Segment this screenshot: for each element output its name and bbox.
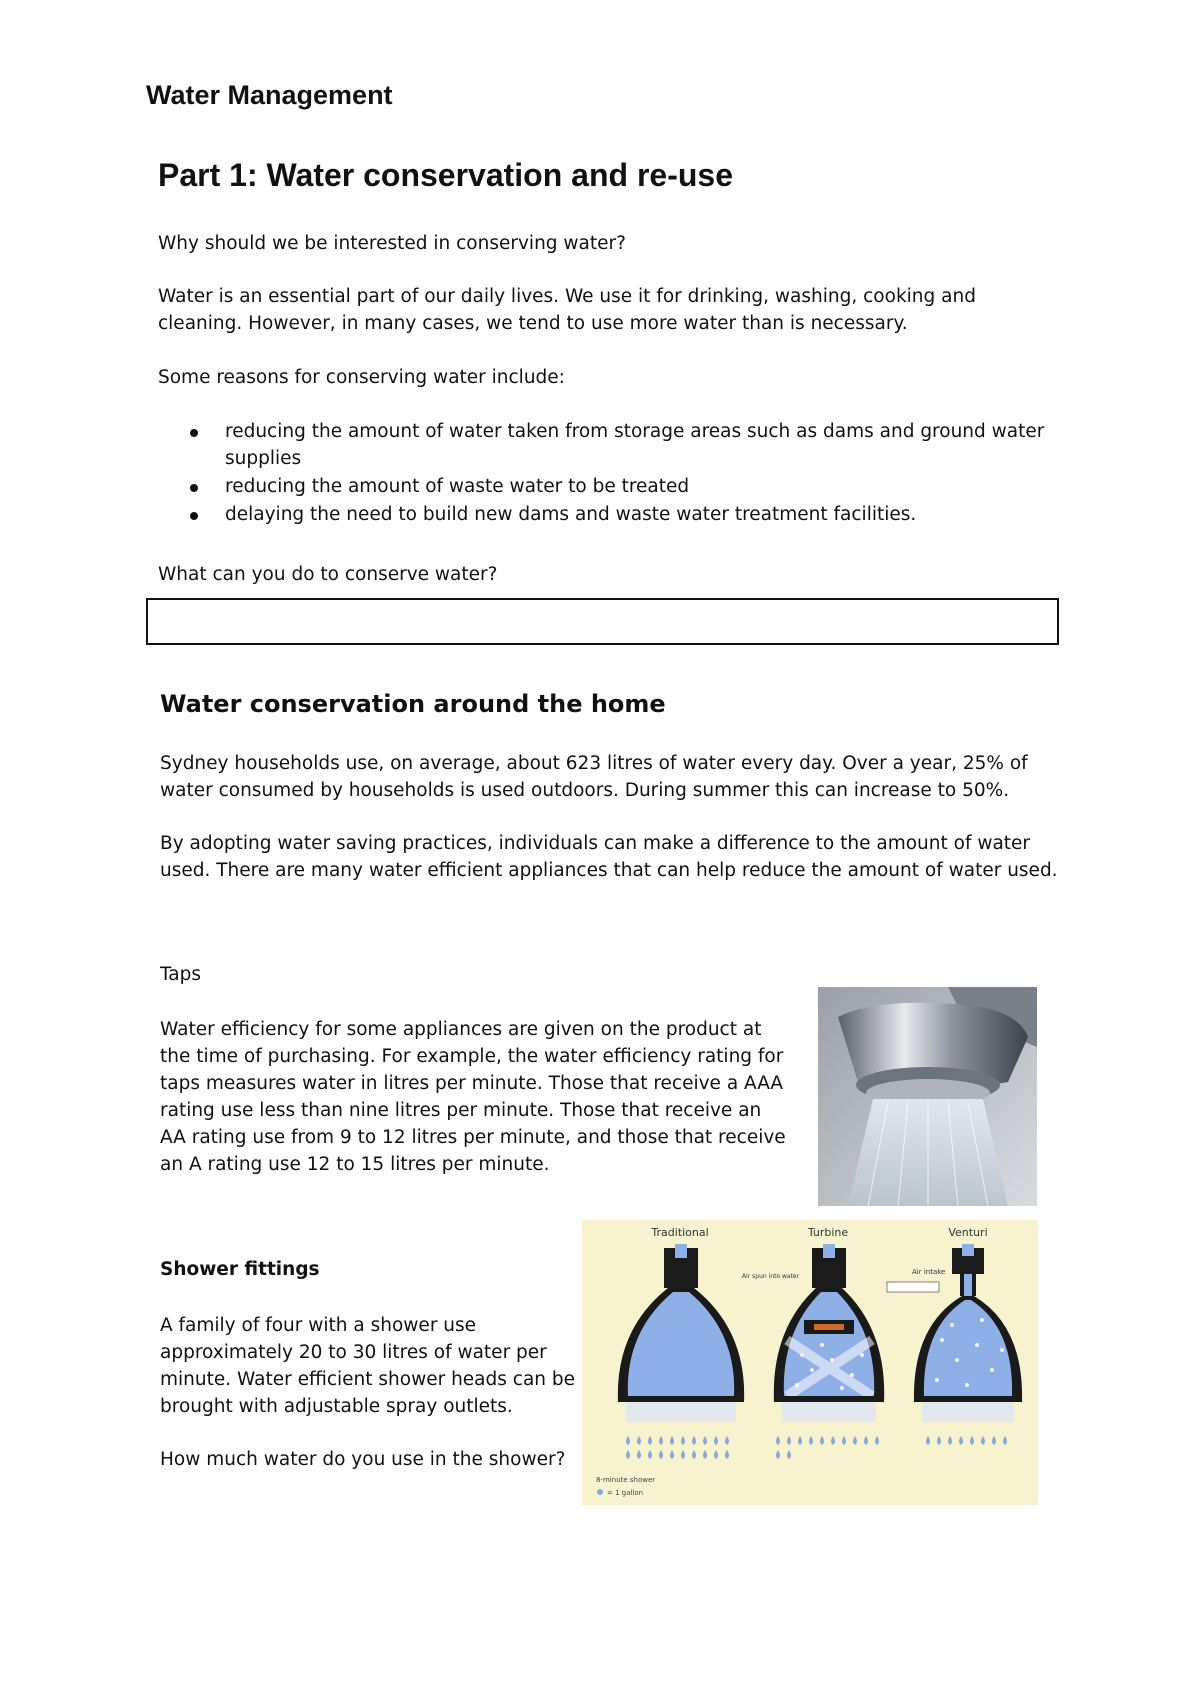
shower-head-diagram	[582, 1220, 1038, 1505]
answer-box[interactable]	[146, 598, 1059, 645]
taps-paragraph: Water efficiency for some appliances are given on the product at the time of purchasing. For example, the water efficiency rating for taps measures water in litres per minute. Those that receive a AAA rating use less than nine litres per minute. Those that receive an AA rating use from 9 to 12 litres per minute, and those that receive an A rating use 12 to 15 litres per minute.	[160, 1019, 786, 1175]
bullet-icon	[190, 484, 198, 492]
shower-paragraph: A family of four with a shower use approximately 20 to 30 litres of water per minute. Water efficient shower heads can be brought with adjustable spray outlets.	[160, 1315, 576, 1417]
document-title: Water Management	[146, 80, 393, 110]
tap-photo	[818, 987, 1037, 1206]
list-item: reducing the amount of water taken from storage areas such as dams and ground water supplies	[186, 418, 1046, 472]
legend-drop-icon	[597, 1489, 603, 1495]
diagram-label-venturi: Venturi	[948, 1226, 988, 1239]
home-heading: Water conservation around the home	[160, 690, 666, 718]
list-item: delaying the need to build new dams and waste water treatment facilities.	[186, 501, 1046, 528]
diagram-label-air-intake: Air intake	[912, 1268, 946, 1276]
adopting-paragraph: By adopting water saving practices, individuals can make a difference to the amount of water used. There are many water efficient appliances that can help reduce the amount of water used.	[160, 833, 1058, 881]
sydney-paragraph: Sydney households use, on average, about 623 litres of water every day. Over a year, 25% of water consumed by households is used outdoors. During summer this can increase to 50%.	[160, 753, 1028, 801]
shower-question: How much water do you use in the shower?	[160, 1449, 566, 1470]
legend-line-1: 8-minute shower	[596, 1476, 656, 1484]
diagram-label-air-spun: Air spun into water	[742, 1273, 800, 1280]
bullet-icon	[190, 429, 198, 437]
reasons-intro: Some reasons for conserving water include:	[158, 367, 565, 388]
list-item: reducing the amount of waste water to be treated	[186, 473, 1046, 500]
why-question: Why should we be interested in conserving water?	[158, 233, 626, 254]
essential-paragraph: Water is an essential part of our daily lives. We use it for drinking, washing, cooking and cleaning. However, in many cases, we tend to use more water than is necessary.	[158, 286, 976, 334]
part1-heading: Part 1: Water conservation and re-use	[158, 157, 733, 193]
reasons-list	[186, 418, 1046, 529]
legend-line-2: = 1 gallon	[607, 1489, 644, 1497]
diagram-label-turbine: Turbine	[807, 1226, 849, 1239]
what-question: What can you do to conserve water?	[158, 564, 498, 585]
bullet-icon	[190, 512, 198, 520]
shower-heading: Shower fittings	[160, 1259, 320, 1280]
taps-heading: Taps	[160, 964, 201, 985]
diagram-label-traditional: Traditional	[651, 1226, 709, 1239]
